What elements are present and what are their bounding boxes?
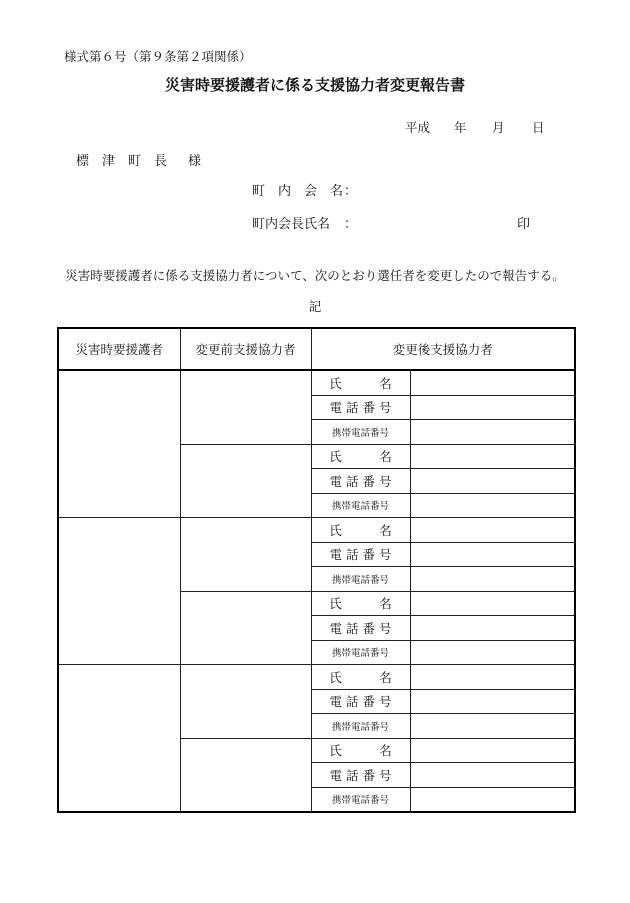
phone-field[interactable]: [410, 469, 575, 494]
phone-field[interactable]: [410, 395, 575, 420]
date-month-label: 月: [492, 120, 505, 135]
seal-label: 印: [517, 217, 531, 232]
name-label: 氏 名: [311, 591, 410, 616]
phone-field[interactable]: [410, 689, 575, 714]
name-field[interactable]: [410, 518, 575, 543]
body-text: 災害時要援護者に係る支援協力者について、次のとおり選任者を変更したので報告する。: [65, 268, 565, 283]
previous-supporter-cell[interactable]: [180, 738, 311, 812]
mobile-label: 携帯電話番号: [311, 567, 410, 592]
previous-supporter-cell[interactable]: [180, 444, 311, 518]
phone-field[interactable]: [410, 542, 575, 567]
form-number: 様式第６号（第９条第２項関係）: [64, 49, 252, 64]
table-row: [58, 665, 575, 690]
phone-label: 電 話 番 号: [311, 469, 410, 494]
document-title: 災害時要援護者に係る支援協力者変更報告書: [164, 76, 465, 94]
phone-label: 電 話 番 号: [311, 689, 410, 714]
name-field[interactable]: [410, 591, 575, 616]
previous-supporter-cell[interactable]: [180, 518, 311, 592]
name-field[interactable]: [410, 444, 575, 469]
association-name-label: 町 内 会 名: [252, 184, 344, 199]
name-label: 氏 名: [311, 444, 410, 469]
date-day-label: 日: [532, 120, 545, 135]
mobile-field[interactable]: [410, 493, 575, 518]
name-label: 氏 名: [311, 370, 410, 395]
addressee-honorific: 様: [188, 154, 202, 169]
chair-name-colon: ：: [344, 217, 358, 232]
table-header-row: [58, 328, 575, 370]
chair-name-label: 町内会長氏名: [252, 217, 331, 232]
mobile-field[interactable]: [410, 714, 575, 739]
name-label: 氏 名: [311, 738, 410, 763]
name-field[interactable]: [410, 665, 575, 690]
header-previous-supporter: 変更前支援協力者: [180, 328, 311, 370]
mobile-label: 携帯電話番号: [311, 420, 410, 445]
name-field[interactable]: [410, 738, 575, 763]
mobile-label: 携帯電話番号: [311, 640, 410, 665]
phone-label: 電 話 番 号: [311, 616, 410, 641]
mobile-label: 携帯電話番号: [311, 714, 410, 739]
addressee-name: 標 津 町 長: [76, 154, 168, 169]
previous-supporter-cell[interactable]: [180, 665, 311, 739]
header-new-supporter: 変更後支援協力者: [311, 328, 575, 370]
phone-field[interactable]: [410, 763, 575, 788]
previous-supporter-cell[interactable]: [180, 370, 311, 444]
requiring-support-cell[interactable]: [58, 665, 180, 813]
previous-supporter-cell[interactable]: [180, 591, 311, 665]
association-name-colon: ：: [344, 184, 358, 199]
phone-label: 電 話 番 号: [311, 395, 410, 420]
name-field[interactable]: [410, 370, 575, 395]
header-requiring-support: 災害時要援護者: [58, 328, 180, 370]
phone-field[interactable]: [410, 616, 575, 641]
date-era: 平成: [405, 120, 431, 135]
name-label: 氏 名: [311, 518, 410, 543]
mobile-field[interactable]: [410, 420, 575, 445]
mobile-field[interactable]: [410, 567, 575, 592]
ki-heading: 記: [308, 299, 322, 314]
date-year-label: 年: [454, 120, 467, 135]
requiring-support-cell[interactable]: [58, 518, 180, 665]
mobile-field[interactable]: [410, 640, 575, 665]
mobile-field[interactable]: [410, 787, 575, 812]
table-row: [58, 370, 575, 395]
supporter-table: [57, 327, 576, 813]
phone-label: 電 話 番 号: [311, 763, 410, 788]
phone-label: 電 話 番 号: [311, 542, 410, 567]
name-label: 氏 名: [311, 665, 410, 690]
mobile-label: 携帯電話番号: [311, 787, 410, 812]
table-row: [58, 518, 575, 543]
mobile-label: 携帯電話番号: [311, 493, 410, 518]
requiring-support-cell[interactable]: [58, 370, 180, 518]
